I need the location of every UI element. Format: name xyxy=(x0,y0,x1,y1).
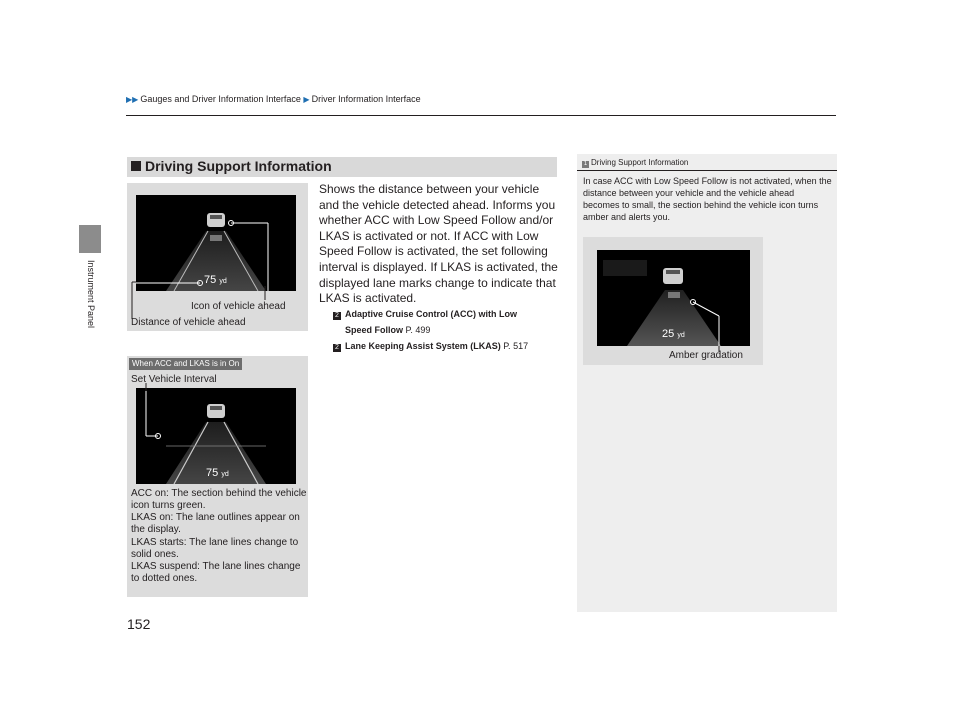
distance-readout-3: 25 yd xyxy=(662,328,685,340)
mode-tag: When ACC and LKAS is in On xyxy=(129,358,242,370)
section-title: Driving Support Information xyxy=(145,158,332,174)
desc-lkas-starts: LKAS starts: The lane lines change to solid ones. xyxy=(131,536,299,560)
breadcrumb-item-1[interactable]: Gauges and Driver Information Interface xyxy=(140,94,301,104)
side-tab xyxy=(79,225,101,253)
header-rule xyxy=(126,115,836,116)
distance-readout-2: 75 yd xyxy=(206,467,229,479)
desc-lkas-on: LKAS on: The lane outlines appear on the display. xyxy=(131,512,300,536)
callout-line-2 xyxy=(140,383,150,391)
xref-acc[interactable]: 2 Adaptive Cruise Control (ACC) with Low Speed Follow P. 499 xyxy=(333,306,563,338)
desc-acc-on: ACC on: The section behind the vehicle icon turns green. xyxy=(131,488,307,511)
xref-lkas[interactable]: 2 Lane Keeping Assist System (LKAS) P. 517 xyxy=(333,338,563,354)
note-number-badge: 1 xyxy=(583,161,588,167)
label-icon-vehicle-ahead: Icon of vehicle ahead xyxy=(191,301,286,312)
section-heading xyxy=(131,158,332,174)
label-set-vehicle-interval: Set Vehicle Interval xyxy=(131,374,217,385)
acc-lkas-descriptions xyxy=(131,488,307,586)
side-tab-label: Instrument Panel xyxy=(86,260,96,329)
note-rule xyxy=(577,170,837,171)
label-amber-gradation: Amber gradation xyxy=(669,350,743,361)
body-paragraph: Shows the distance between your vehicle and the vehicle detected ahead. Informs you whether ACC with Low Speed Follow and/or LKAS is activated or not. If ACC with Low Speed Follow is activated, the set following interval is displayed. If LKAS is activated, the displayed lane marks change to indicate that LKAS is activated. xyxy=(319,182,558,306)
label-distance-vehicle-ahead: Distance of vehicle ahead xyxy=(131,317,246,328)
breadcrumb xyxy=(126,94,421,104)
desc-lkas-suspend: LKAS suspend: The lane lines change to dotted ones. xyxy=(131,561,301,584)
breadcrumb-item-2[interactable]: Driver Information Interface xyxy=(311,94,421,104)
arrow-icon: 2 xyxy=(333,312,341,320)
cross-references xyxy=(333,306,563,354)
arrow-icon: 2 xyxy=(333,344,341,352)
chevron-right-icon: ▶ xyxy=(303,95,310,104)
square-bullet-icon xyxy=(131,161,141,171)
chevron-right-icon: ▶▶ xyxy=(126,95,139,104)
note-title: 1 Driving Support Information xyxy=(583,158,689,167)
distance-readout-1: 75 yd xyxy=(204,274,227,286)
note-text: In case ACC with Low Speed Follow is not activated, when the distance between your vehicle and the vehicle ahead becomes to small, the section behind the vehicle icon turns amber and alerts you. xyxy=(583,176,832,222)
page-number: 152 xyxy=(127,616,151,632)
